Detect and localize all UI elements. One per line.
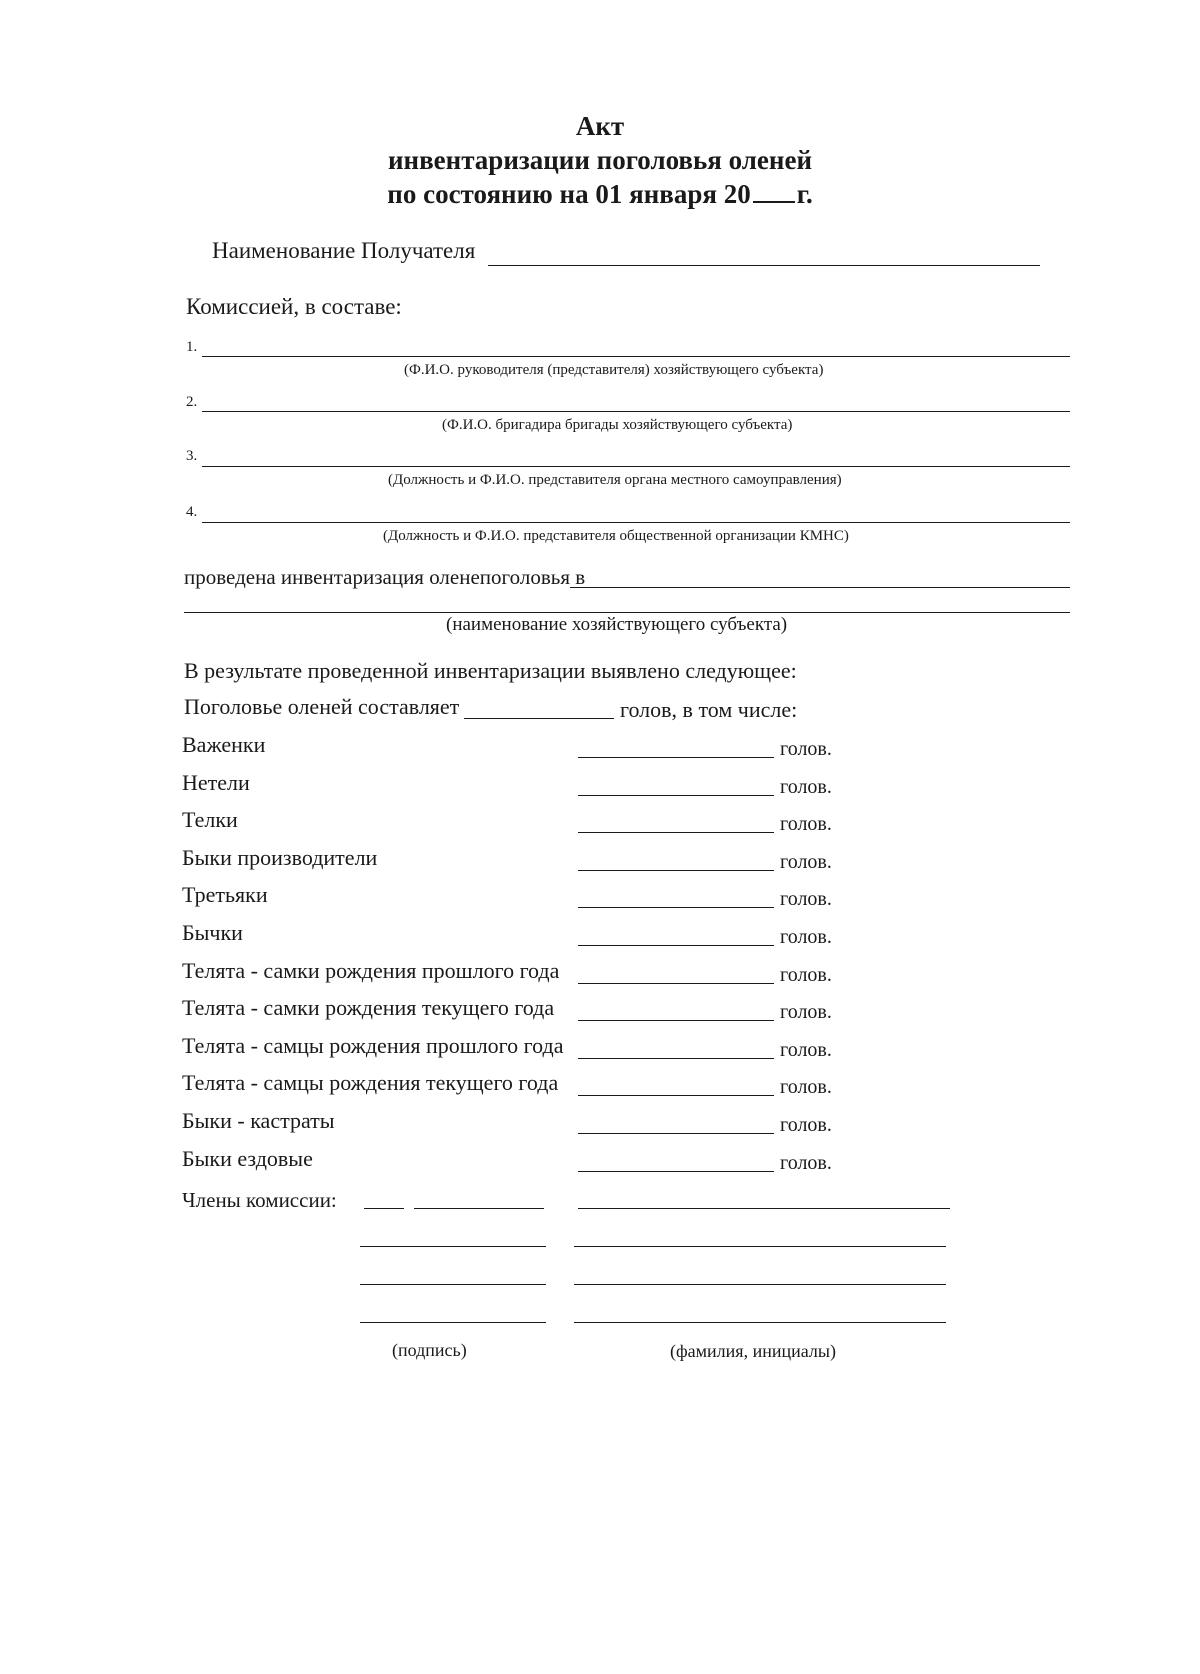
herd-row-label: Быки ездовые	[182, 1145, 313, 1171]
name-1-field[interactable]	[578, 1208, 950, 1209]
herd-row-count-field[interactable]	[578, 1133, 774, 1134]
member-4-number: 4.	[186, 504, 198, 520]
total-label: Поголовье оленей составляет	[184, 694, 460, 719]
signature-2-field[interactable]	[360, 1246, 546, 1247]
date-line-suffix: г.	[796, 179, 813, 209]
member-1-number: 1.	[186, 339, 198, 355]
herd-row-unit: голов.	[780, 1076, 832, 1099]
herd-row-unit: голов.	[780, 888, 832, 911]
member-3-field[interactable]	[202, 466, 1070, 467]
herd-row-label: Важенки	[182, 732, 266, 757]
herd-row-label: Нетели	[182, 769, 250, 795]
year-blank[interactable]	[753, 179, 795, 203]
herd-row-unit: голов.	[780, 813, 832, 836]
signature-3-field[interactable]	[360, 1284, 546, 1285]
herd-row-count-field[interactable]	[578, 983, 774, 984]
herd-row-unit: голов.	[780, 1038, 832, 1061]
member-1-field[interactable]	[202, 356, 1070, 357]
herd-row-count-field[interactable]	[578, 1171, 774, 1172]
herd-row-label: Телята - самцы рождения прошлого года	[182, 1032, 564, 1058]
name-caption: (фамилия, инициалы)	[670, 1341, 836, 1361]
entity-name-field[interactable]	[570, 587, 1070, 588]
herd-row-count-field[interactable]	[578, 795, 774, 796]
results-intro: В результате проведенной инвентаризации выявлено следующее:	[184, 658, 797, 683]
herd-row-count-field[interactable]	[578, 757, 774, 758]
total-suffix: голов, в том числе:	[620, 697, 798, 722]
herd-row-label: Телята - самки рождения текущего года	[182, 995, 555, 1021]
member-1-caption: (Ф.И.О. руководителя (представителя) хозяйствующего субъекта)	[404, 362, 824, 378]
name-4-field[interactable]	[574, 1322, 946, 1323]
member-4-caption: (Должность и Ф.И.О. представителя общественной организации КМНС)	[383, 528, 849, 544]
herd-row-unit: голов.	[780, 775, 832, 798]
entity-name-field-line2[interactable]	[184, 612, 1070, 613]
herd-row-unit: голов.	[780, 926, 832, 948]
doc-date-line	[0, 176, 1200, 212]
entity-caption: (наименование хозяйствующего субъекта)	[446, 614, 788, 635]
signatures-label: Члены комиссии:	[182, 1188, 337, 1212]
herd-row-label: Быки - кастраты	[182, 1108, 335, 1133]
member-4-field[interactable]	[202, 522, 1070, 523]
herd-row-unit: голов.	[780, 850, 832, 873]
herd-row-label: Телки	[182, 807, 238, 833]
member-3-caption: (Должность и Ф.И.О. представителя органа местного самоуправления)	[388, 472, 842, 488]
herd-row-unit: голов.	[780, 738, 832, 760]
herd-row-count-field[interactable]	[578, 1095, 774, 1096]
herd-row-unit: голов.	[780, 1001, 832, 1024]
signature-1-prefix-field[interactable]	[364, 1208, 404, 1209]
commission-label: Комиссией, в составе:	[186, 294, 402, 319]
recipient-label: Наименование Получателя	[212, 238, 476, 263]
herd-row-count-field[interactable]	[578, 870, 774, 871]
name-3-field[interactable]	[574, 1284, 946, 1285]
herd-row-label: Телята - самцы рождения текущего года	[182, 1070, 559, 1096]
member-3-number: 3.	[186, 448, 198, 464]
member-2-caption: (Ф.И.О. бригадира бригады хозяйствующего субъекта)	[442, 417, 793, 433]
herd-row-label: Телята - самки рождения прошлого года	[182, 957, 560, 983]
herd-row-unit: голов.	[780, 1151, 832, 1174]
doc-title: Акт	[575, 111, 625, 141]
herd-row-unit: голов.	[780, 1114, 832, 1136]
doc-subtitle: инвентаризации поголовья оленей	[387, 145, 813, 175]
herd-row-count-field[interactable]	[578, 945, 774, 946]
member-2-number: 2.	[186, 394, 198, 410]
herd-row-count-field[interactable]	[578, 1058, 774, 1059]
herd-row-count-field[interactable]	[578, 907, 774, 908]
date-line-prefix: по состоянию на 01 января 20	[387, 179, 751, 209]
recipient-field[interactable]	[488, 265, 1040, 266]
herd-row-label: Быки производители	[182, 844, 378, 870]
total-field[interactable]	[464, 718, 614, 719]
signature-1-field[interactable]	[414, 1208, 544, 1209]
herd-row-label: Бычки	[182, 920, 243, 945]
member-2-field[interactable]	[202, 411, 1070, 412]
herd-row-count-field[interactable]	[578, 1020, 774, 1021]
name-2-field[interactable]	[574, 1246, 946, 1247]
herd-row-unit: голов.	[780, 963, 832, 986]
herd-row-count-field[interactable]	[578, 832, 774, 833]
conducted-label: проведена инвентаризация оленепоголовья в	[184, 565, 586, 589]
herd-row-label: Третьяки	[182, 882, 268, 908]
signature-caption: (подпись)	[392, 1340, 467, 1360]
signature-4-field[interactable]	[360, 1322, 546, 1323]
